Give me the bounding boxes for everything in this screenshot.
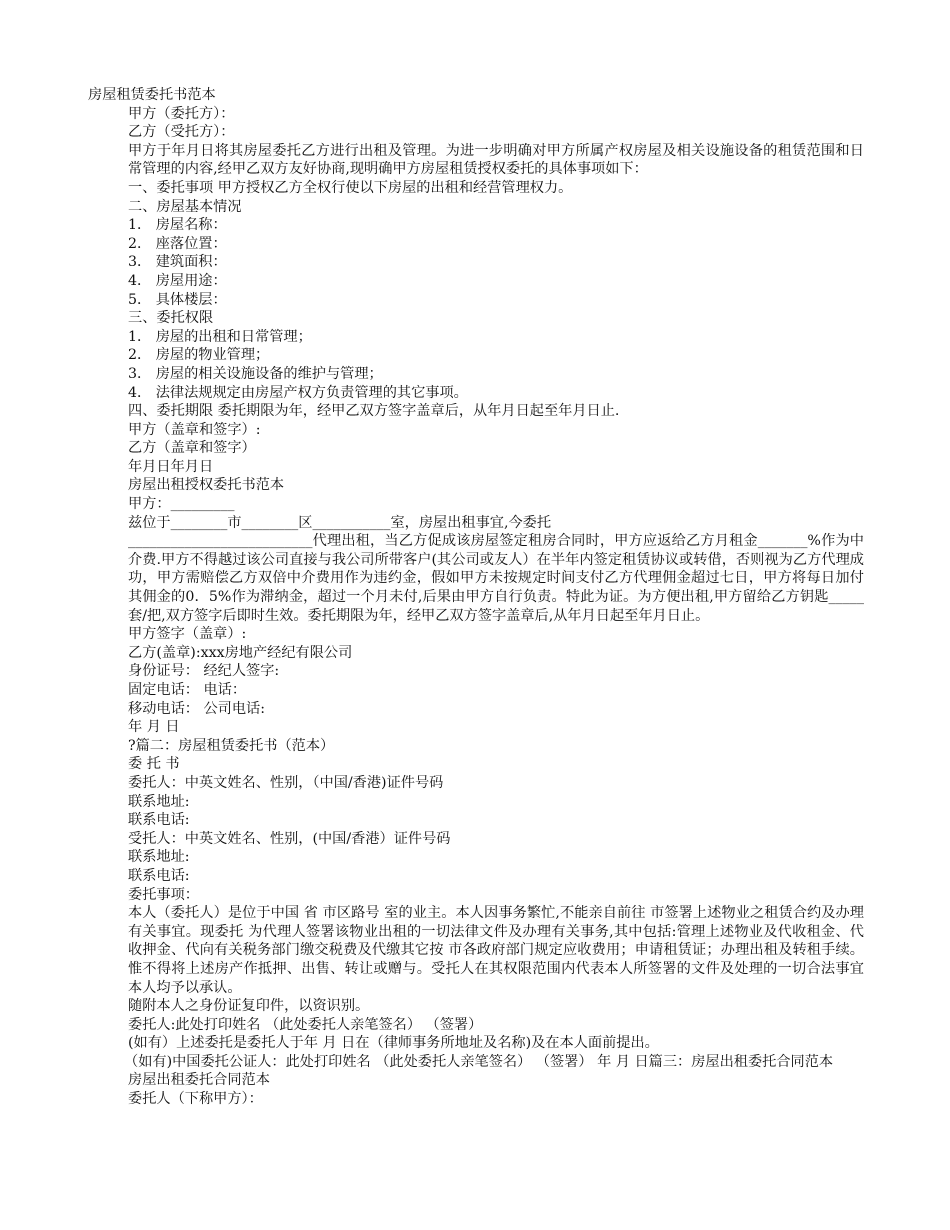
paragraph-line: 乙方（盖章和签字）: [128, 440, 256, 457]
paragraph-line: 5． 具体楼层：: [128, 291, 227, 308]
paragraph-line: 4． 法律法规规定由房屋产权方负责管理的其它事项。: [128, 384, 468, 401]
paragraph-line: 移动电话： 公司电话:: [128, 700, 265, 717]
paragraph-line: 4． 房屋用途：: [128, 272, 227, 289]
paragraph-line: 甲方（盖章和签字）:: [128, 421, 261, 438]
paragraph-line: 委托事项：: [128, 886, 199, 903]
paragraph-line: 2． 座落位置：: [128, 235, 227, 252]
paragraph-line: 受托人：中英文姓名、性别，(中国/香港）证件号码: [128, 830, 451, 847]
paragraph-line: 1． 房屋名称：: [128, 217, 227, 234]
paragraph-line: 固定电话： 电话：: [128, 682, 247, 698]
paragraph-line: 甲方（委托方）：: [128, 105, 235, 122]
document-body: [88, 86, 864, 1109]
paragraph-line: 委托人（下称甲方）：: [128, 1091, 263, 1108]
paragraph-line: 2． 房屋的物业管理；: [128, 347, 270, 364]
paragraph-line: 三、委托权限: [128, 310, 214, 327]
paragraph-line: ?篇二：房屋租赁委托书（范本）: [128, 737, 335, 754]
paragraph-line: 本人（委托人）是位于中国 省 市区路号 室的业主。本人因事务繁忙,不能亲自前往 市签署上述物业之租赁合约及办理有关事宜。现委托 为代理人签署该物业出租的一切法律文件及办理有关事务,其中包括:管理上述物业及代收租金、代收押金、代向有关税务部门缴交税费及代缴其它按 市各政府部门规定应收费用；申请租赁证；办理出租及转租手续。惟不得将上述房产作抵押、出售、转让或赠与。受托人在其权限范围内代表本人所签署的文件及处理的一切合法事宜本人均予以承认。: [128, 905, 864, 996]
paragraph-line: 3． 房屋的相关设施设备的维护与管理；: [128, 365, 383, 382]
paragraph-line: 联系地址:: [128, 793, 190, 810]
paragraph-line: 年月日年月日: [128, 458, 214, 475]
paragraph-line: 委托人：中英文姓名、性别，（中国/香港)证件号码: [128, 774, 444, 791]
paragraph-line: 联系电话:: [128, 812, 190, 829]
paragraph-line: 年 月 日: [128, 719, 180, 736]
paragraph-line: 甲方：_________: [128, 496, 235, 513]
paragraph-line: __________________________代理出租，当乙方促成该房屋签定租房合同时，甲方应返给乙方月租金_______%作为中介费.甲方不得越过该公司直接与我公司所带客户(其公司或友人）在半年内签定租赁协议或转借，否则视为乙方代理成功，甲方需赔偿乙方双倍中介费用作为违约金，假如甲方未按规定时间支付乙方代理佣金超过七日，甲方将每日加付其佣金的0．5%作为滞纳金，超过一个月未付,后果由甲方自行负责。特此为证。为方便出租,甲方留给乙方钥匙_____套/把,双方签字后即时生效。委托期限为年，经甲乙双方签字盖章后,从年月日起至年月日止。: [128, 533, 864, 624]
paragraph-line: 联系地址:: [128, 849, 190, 866]
paragraph-line: 兹位于________市________区___________室，房屋出租事宜,今委托: [128, 514, 552, 531]
paragraph-line: 房屋出租委托合同范本: [128, 1072, 270, 1089]
paragraph-line: 联系电话:: [128, 867, 190, 884]
paragraph-line: 随附本人之身份证复印件，以资识别。: [128, 998, 370, 1015]
paragraph-line: 甲方于年月日将其房屋委托乙方进行出租及管理。为进一步明确对甲方所属产权房屋及相关设施设备的租赁范围和日常管理的内容,经甲乙双方友好协商,现明确甲方房屋租赁授权委托的具体事项如下：: [128, 142, 864, 178]
paragraph-line: 身份证号： 经纪人签字:: [128, 663, 280, 680]
paragraph-line: 乙方(盖章):xxx房地产经纪有限公司: [128, 644, 353, 661]
paragraph-line: 乙方（受托方）：: [128, 124, 235, 141]
paragraph-line: 3． 建筑面积：: [128, 254, 227, 271]
paragraph-line: 二、房屋基本情况: [128, 198, 242, 215]
paragraph-line: 1． 房屋的出租和日常管理；: [128, 328, 312, 345]
paragraph-line: 房屋出租授权委托书范本: [128, 477, 285, 494]
paragraph-line: （如有)中国委托公证人：此处打印姓名 （此处委托人亲笔签名） （签署） 年 月 日篇三：房屋出租委托合同范本: [124, 1053, 834, 1070]
paragraph-line: 一、委托事项 甲方授权乙方全权行使以下房屋的出租和经营管理权力。: [128, 179, 573, 196]
paragraph-line: 委托人:此处打印姓名 （此处委托人亲笔签名） （签署）: [128, 1016, 483, 1033]
paragraph-line: 四、委托期限 委托期限为年，经甲乙双方签字盖章后，从年月日起至年月日止.: [128, 403, 620, 420]
paragraph-line: 甲方签字（盖章）:: [128, 626, 247, 643]
document-title: 房屋租赁委托书范本: [88, 87, 216, 103]
paragraph-line: 委 托 书: [128, 756, 180, 773]
paragraph-line: (如有）上述委托是委托人于年 月 日在（律师事务所地址及名称)及在本人面前提出。: [128, 1035, 659, 1052]
